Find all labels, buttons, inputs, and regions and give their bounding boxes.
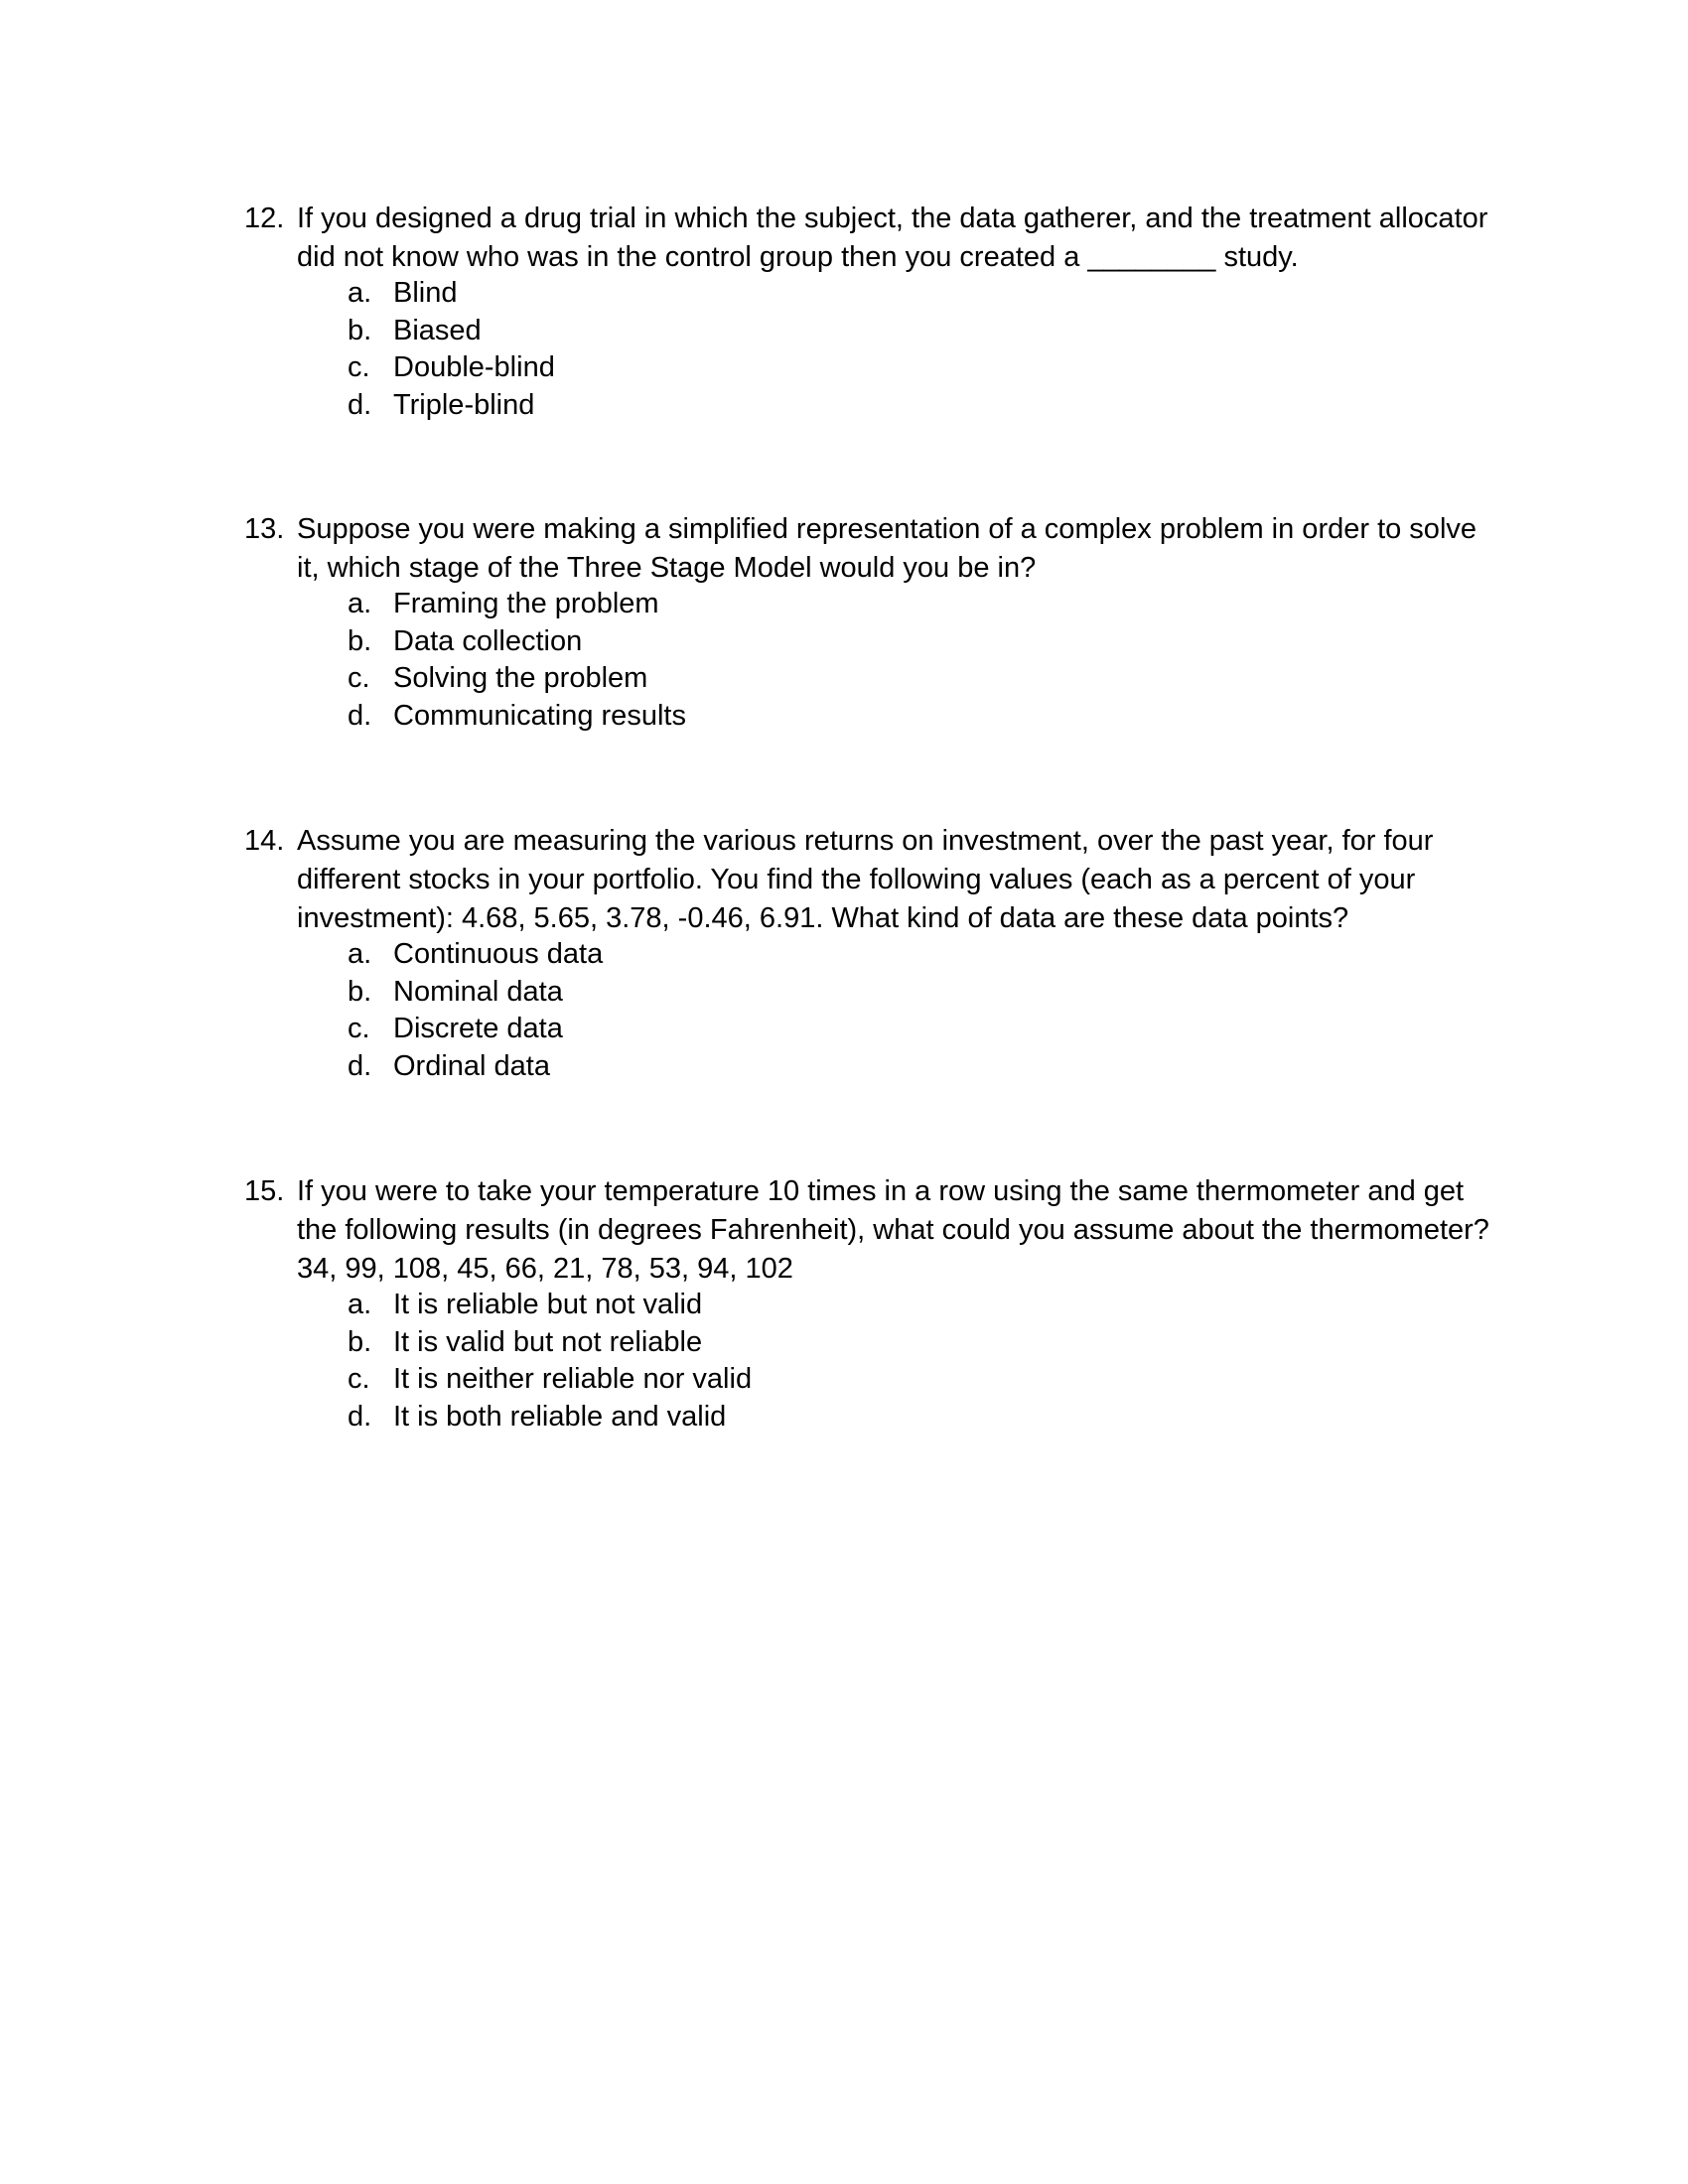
option-text: Communicating results (393, 699, 686, 732)
question-stem (244, 1172, 1495, 1289)
question-14 (244, 822, 1495, 1085)
option-letter: a. (348, 277, 372, 309)
answer-option-a (244, 586, 1495, 623)
option-letter: c. (348, 351, 370, 383)
answer-option-d (244, 387, 1495, 425)
option-letter: b. (348, 975, 372, 1008)
option-text: Discrete data (393, 1013, 563, 1044)
option-letter: c. (348, 1363, 370, 1395)
question-number: 13. (244, 513, 285, 545)
answer-option-b (244, 623, 1495, 661)
option-text: It is reliable but not valid (393, 1289, 703, 1320)
option-text: Triple-blind (393, 388, 535, 421)
answer-option-b (244, 1324, 1495, 1362)
option-text: Biased (393, 314, 482, 346)
question-stem (244, 200, 1495, 277)
question-text: If you designed a drug trial in which the subject, the data gatherer, and the treatment allocator did not know who was in the control group then you created a ________ study. (297, 203, 1488, 273)
option-text: Nominal data (393, 975, 563, 1008)
question-text: If you were to take your temperature 10 times in a row using the same thermometer and get the following results (in degrees Fahrenheit), what could you assume about the thermometer? 34, 99, 108, 45, 66, 21, 78, 53, 94, 102 (297, 1175, 1489, 1285)
option-letter: d. (348, 1400, 372, 1433)
answer-option-b (244, 974, 1495, 1012)
answer-options (244, 936, 1495, 1085)
option-text: Continuous data (393, 938, 604, 970)
question-number: 14. (244, 825, 285, 857)
option-letter: a. (348, 938, 372, 970)
answer-option-c (244, 1361, 1495, 1399)
question-number: 12. (244, 203, 285, 234)
question-text: Suppose you were making a simplified representation of a complex problem in order to solve it, which stage of the Three Stage Model would you be in? (297, 513, 1477, 584)
option-letter: b. (348, 1325, 372, 1358)
question-number: 15. (244, 1175, 285, 1207)
answer-option-b (244, 313, 1495, 350)
question-text: Assume you are measuring the various returns on investment, over the past year, for four different stocks in your portfolio. You find the following values (each as a percent of your investment): 4.68, 5.65, 3.78, -0.46, 6.91. What kind of data are these data points? (297, 825, 1434, 934)
answer-option-c (244, 660, 1495, 698)
question-stem (244, 822, 1495, 938)
option-letter: d. (348, 1049, 372, 1082)
option-letter: d. (348, 388, 372, 421)
option-text: It is neither reliable nor valid (393, 1363, 753, 1395)
option-text: Double-blind (393, 351, 555, 383)
question-15 (244, 1172, 1495, 1435)
option-letter: c. (348, 662, 370, 694)
option-letter: c. (348, 1013, 370, 1044)
option-letter: a. (348, 588, 372, 619)
answer-options (244, 275, 1495, 424)
option-letter: b. (348, 314, 372, 346)
answer-option-a (244, 275, 1495, 313)
option-text: It is both reliable and valid (393, 1400, 727, 1433)
question-stem (244, 510, 1495, 588)
answer-option-d (244, 1048, 1495, 1086)
answer-option-a (244, 1287, 1495, 1324)
answer-option-d (244, 1399, 1495, 1436)
option-text: Ordinal data (393, 1049, 550, 1082)
option-text: Framing the problem (393, 588, 659, 619)
option-letter: a. (348, 1289, 372, 1320)
option-letter: b. (348, 624, 372, 657)
option-letter: d. (348, 699, 372, 732)
question-12 (244, 200, 1495, 424)
answer-option-c (244, 1011, 1495, 1048)
option-text: Data collection (393, 624, 583, 657)
option-text: Blind (393, 277, 458, 309)
answer-options (244, 586, 1495, 735)
answer-option-d (244, 698, 1495, 736)
option-text: It is valid but not reliable (393, 1325, 703, 1358)
answer-option-a (244, 936, 1495, 974)
answer-option-c (244, 349, 1495, 387)
option-text: Solving the problem (393, 662, 648, 694)
answer-options (244, 1287, 1495, 1435)
question-13 (244, 510, 1495, 735)
